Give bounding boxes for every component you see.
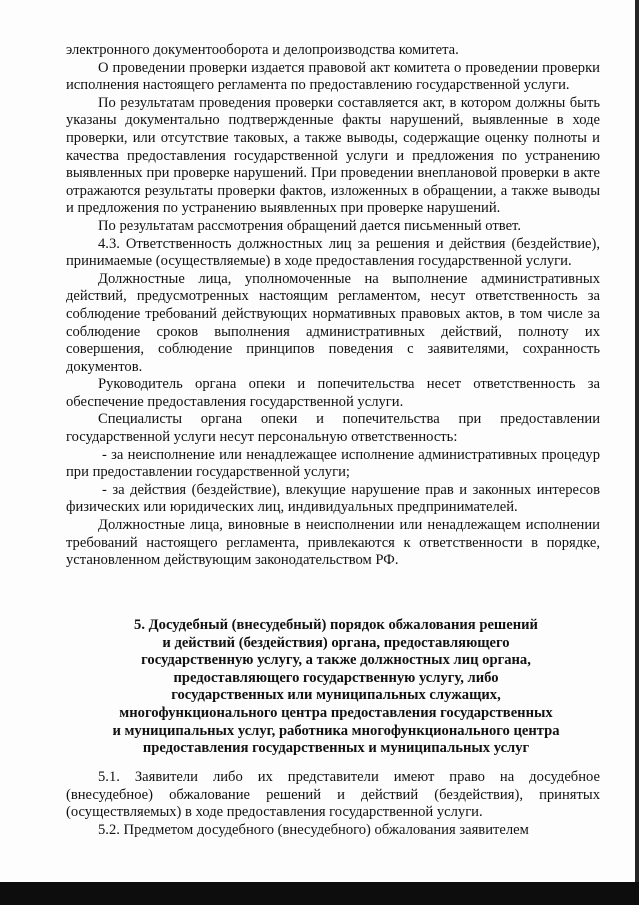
list-item: - за неисполнение или ненадлежащее исполнение административных процедур при предоставлении государственной услуги; (66, 446, 600, 481)
paragraph: электронного документооборота и делопроизводства комитета. (66, 42, 459, 58)
paragraph: По результатам рассмотрения обращений дается письменный ответ. (98, 217, 521, 234)
paragraph: Руководитель органа опеки и попечительства несет ответственность за обеспечение предоставления государственной услуги. (66, 376, 600, 410)
heading-line: предоставления государственных и муниципальных услуг (142, 740, 530, 757)
list-item: - за действия (бездействие), влекущие нарушение прав и законных интересов физических или юридических лиц, индивидуальных предпринимателей. (66, 481, 600, 516)
heading-line: многофункционального центра предоставления государственных (119, 704, 553, 721)
paragraph: 4.3. Ответственность должностных лиц за решения и действия (бездействие), принимаемые (осуществляемые) в ходе предоставления государственной услуги. (66, 235, 600, 270)
scan-border-bottom (0, 882, 639, 905)
heading-line: и муниципальных услуг, работника многофункционального центра (112, 722, 560, 739)
paragraph: О проведении проверки издается правовой акт комитета о проведении проверки исполнения настоящего регламента по предоставлению государственной услуги. (66, 59, 600, 94)
heading-line: предоставляющего государственную услугу, либо (173, 669, 499, 686)
paragraph: Должностные лица, уполномоченные на выполнение административных действий, предусмотренных настоящим регламентом, несут ответственность за соблюдение требований действующих нормативных правовых актов, в том числе за соблюдение сроков выполнения административных действий, полноту их совершения, соблюдение принципов поведения с заявителями, сохранность документов. (66, 270, 600, 375)
heading-line: государственную услугу, а также должностных лиц органа, (141, 652, 531, 669)
section-5-heading (66, 617, 606, 758)
scan-border-right (635, 0, 639, 905)
paragraph: Специалисты органа опеки и попечительства при предоставлении государственной услуги несут персональную ответственность: (66, 411, 600, 446)
heading-line: государственных или муниципальных служащих, (171, 687, 501, 704)
paragraph: Должностные лица, виновные в неисполнении или ненадлежащем исполнении требований настоящего регламента, привлекаются к ответственности в порядке, установленном действующим законодательством РФ. (66, 517, 600, 569)
heading-line: 5. Досудебный (внесудебный) порядок обжалования решений (134, 617, 538, 633)
paragraph: По результатам проведения проверки составляется акт, в котором должны быть указаны документально подтвержденные факты нарушений, выявленные в ходе проверки, или отсутствие таковых, а также выводы, содержащие оценку полноты и качества предоставления государственной услуги и предложения по устранению выявленных при проверке нарушений. При проведении внеплановой проверки в акте отражаются результаты проверки фактов, изложенных в обращении, а также выводы и предложения по устранению выявленных при проверке нарушений. (66, 94, 600, 217)
regulation-text-section-4 (66, 42, 600, 570)
regulation-text-section-5 (66, 769, 600, 839)
paragraph: 5.2. Предметом досудебного (внесудебного) обжалования заявителем (98, 821, 529, 838)
heading-line: и действий (бездействия) органа, предоставляющего (162, 634, 510, 651)
paragraph: 5.1. Заявители либо их представители имеют право на досудебное (внесудебное) обжалование решений и действий (бездействия), принятых (осуществляемых) в ходе предоставления государственной услуги. (66, 769, 600, 821)
